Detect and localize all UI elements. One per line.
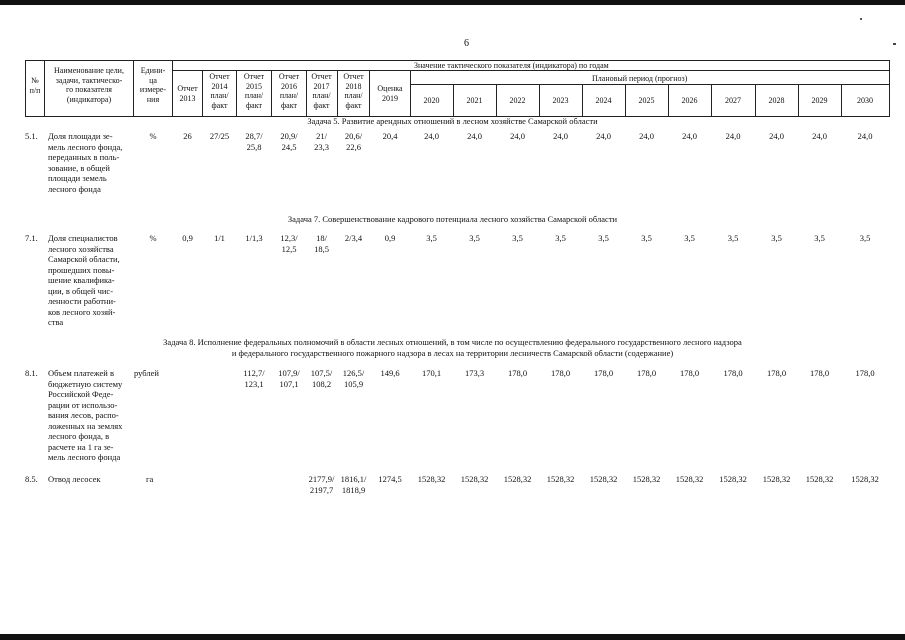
row-plan-value: 3,5: [814, 233, 825, 243]
row-plan-value: 1528,32: [632, 474, 661, 484]
header-2015: Отчет 2015 план/ факт: [243, 72, 265, 110]
row-value: 20,4: [382, 131, 398, 141]
row-plan-value: 178,0: [550, 368, 571, 378]
header-unit: Едини- ца измере- ния: [139, 66, 167, 104]
header-year: 2023: [552, 96, 569, 105]
row-num: 5.1.: [25, 131, 38, 141]
header-values-group: Значение тактического показателя (индикатора) по годам: [414, 61, 609, 70]
row-plan-value: 1528,32: [546, 474, 575, 484]
row-unit: га: [146, 474, 154, 484]
row-value: 2177,9/ 2197,7: [308, 474, 335, 495]
task-8-heading-line2: и федерального государственного пожарного надзора в лесах на территории лесничеств Самарской области (содержание): [231, 348, 674, 358]
row-num: 8.5.: [25, 474, 38, 484]
row-plan-value: 3,5: [771, 233, 782, 243]
row-name: Отвод лесосек: [48, 474, 101, 484]
row-plan-value: 1528,32: [589, 474, 618, 484]
row-plan-value: 170,1: [421, 368, 442, 378]
row-value: 2/3,4: [344, 233, 363, 243]
row-plan-value: 178,0: [723, 368, 743, 378]
header-planned-period: Плановый период (прогноз): [592, 74, 688, 83]
row-unit: %: [149, 233, 157, 243]
header-year: 2028: [768, 96, 785, 105]
row-plan-value: 24,0: [812, 131, 827, 141]
header-num: № п/п: [29, 76, 41, 95]
header-year: 2025: [638, 96, 655, 105]
row-num: 7.1.: [25, 233, 38, 243]
header-name: Наименование цели, задачи, тактическо- го показателя (индикатора): [54, 66, 124, 104]
row-plan-value: 24,0: [682, 131, 697, 141]
row-value: 1274,5: [378, 474, 402, 484]
row-value: 26: [183, 131, 192, 141]
row-plan-value: 24,0: [467, 131, 482, 141]
row-value: 28,7/ 25,8: [245, 131, 263, 152]
row-value: 20,9/ 24,5: [280, 131, 298, 152]
scan-speck: [893, 43, 896, 45]
grid-vline: [889, 60, 890, 116]
scan-top-border: [0, 0, 905, 5]
header-year: 2022: [509, 96, 526, 105]
scan-bottom-border: [0, 634, 905, 640]
grid-vline: [410, 70, 411, 116]
row-plan-value: 24,0: [769, 131, 784, 141]
header-2019: Оценка 2019: [377, 84, 403, 103]
row-name: Объем платежей в бюджетную систему Российской Феде- рации от использо- вания лесов, распо- ложенных на землях лесного фонда, в расчете на 1 га зе- мель лесного фонда: [48, 368, 123, 462]
header-year: 2029: [811, 96, 828, 105]
row-plan-value: 24,0: [725, 131, 741, 141]
row-plan-value: 178,0: [855, 368, 875, 378]
row-value: 1/1,3: [245, 233, 263, 243]
row-plan-value: 3,5: [555, 233, 566, 243]
header-line-plan: [410, 84, 890, 85]
row-plan-value: 178,0: [766, 368, 787, 378]
row-value: 12,3/ 12,5: [280, 233, 298, 254]
header-2016: Отчет 2016 план/ факт: [278, 72, 300, 110]
row-plan-value: 3,5: [469, 233, 480, 243]
row-value: 21/ 23,3: [314, 131, 329, 152]
row-value: 107,5/ 108,2: [310, 368, 333, 389]
row-plan-value: 1528,32: [417, 474, 446, 484]
row-unit: %: [149, 131, 157, 141]
row-plan-value: 173,3: [464, 368, 485, 378]
row-value: 0,9: [384, 233, 396, 243]
row-value: 20,6/ 22,6: [344, 131, 363, 152]
header-2013: Отчет 2013: [177, 84, 198, 103]
row-plan-value: 24,0: [857, 131, 873, 141]
page-number: 6: [464, 38, 469, 49]
row-plan-value: 24,0: [639, 131, 654, 141]
row-plan-value: 3,5: [641, 233, 652, 243]
row-plan-value: 24,0: [596, 131, 611, 141]
row-plan-value: 3,5: [684, 233, 695, 243]
header-year: 2020: [423, 96, 440, 105]
header-year: 2027: [725, 96, 741, 105]
row-plan-value: 24,0: [424, 131, 439, 141]
row-plan-value: 1528,32: [460, 474, 489, 484]
row-plan-value: 178,0: [507, 368, 528, 378]
row-plan-value: 3,5: [859, 233, 871, 243]
row-name: Доля площади зе- мель лесного фонда, переданных в поль- зование, в общей площади земель лесного фонда: [48, 131, 123, 194]
row-plan-value: 1528,32: [719, 474, 747, 484]
row-value: 149,6: [380, 368, 400, 378]
header-2018: Отчет 2018 план/ факт: [343, 72, 364, 110]
task-7-heading: Задача 7. Совершенствование кадрового потенциала лесного хозяйства Самарской области: [287, 214, 618, 224]
scan-speck: [860, 18, 862, 20]
row-value: 27/25: [209, 131, 230, 141]
header-2014: Отчет 2014 план/ факт: [209, 72, 230, 110]
row-plan-value: 3,5: [512, 233, 523, 243]
task-8-heading-line1: Задача 8. Исполнение федеральных полномочий в области лесных отношений, в том числе по осуществлению федерального государственного лесного надзора: [163, 337, 742, 347]
row-plan-value: 178,0: [636, 368, 657, 378]
row-plan-value: 1528,32: [762, 474, 791, 484]
row-plan-value: 178,0: [679, 368, 700, 378]
row-value: 0,9: [182, 233, 193, 243]
row-plan-value: 178,0: [809, 368, 830, 378]
row-plan-value: 3,5: [598, 233, 609, 243]
row-unit: рублей: [134, 368, 159, 378]
row-plan-value: 1528,32: [851, 474, 879, 484]
task-5-heading: Задача 5. Развитие арендных отношений в лесном хозяйстве Самарской области: [307, 116, 598, 126]
row-plan-value: 24,0: [553, 131, 568, 141]
header-year: 2021: [466, 96, 483, 105]
row-plan-value: 1528,32: [675, 474, 704, 484]
header-year: 2024: [595, 96, 612, 105]
row-value: 1816,1/ 1818,9: [340, 474, 367, 495]
row-value: 18/ 18,5: [314, 233, 329, 254]
row-value: 1/1: [214, 233, 225, 243]
row-value: 126,5/ 105,9: [342, 368, 365, 389]
row-plan-value: 1528,32: [503, 474, 532, 484]
header-2017: Отчет 2017 план/ факт: [311, 72, 332, 110]
row-plan-value: 3,5: [727, 233, 739, 243]
row-plan-value: 1528,32: [805, 474, 834, 484]
row-name: Доля специалистов лесного хозяйства Самарской области, прошедших повы- шение квалифика- ции, в общей чис- ленности работни- ков лесного хозяй- ства: [48, 233, 120, 327]
row-value: 112,7/ 123,1: [243, 368, 265, 389]
row-value: 107,9/ 107,1: [278, 368, 300, 389]
row-plan-value: 178,0: [593, 368, 614, 378]
row-num: 8.1.: [25, 368, 38, 378]
header-year: 2026: [681, 96, 698, 105]
header-year: 2030: [857, 96, 873, 105]
row-plan-value: 24,0: [510, 131, 525, 141]
row-plan-value: 3,5: [426, 233, 437, 243]
